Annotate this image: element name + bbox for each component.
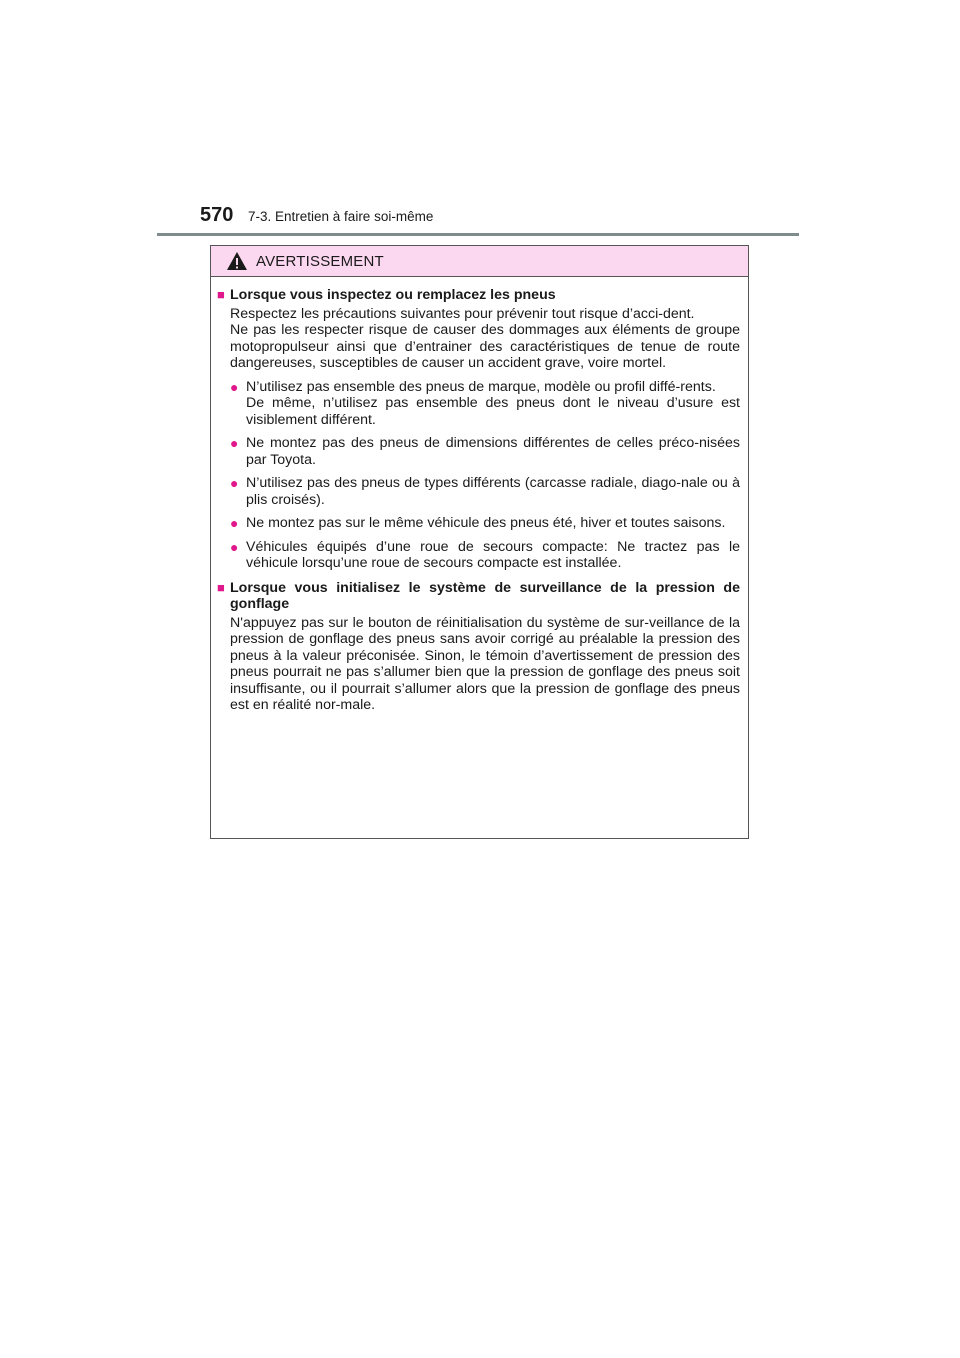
warning-header — [211, 246, 748, 277]
warning-content — [211, 277, 748, 714]
list-item: ● Véhicules équipés d’une roue de secours compacte: Ne tractez pas le véhicule lorsqu’une roue de secours compacte est installée. — [230, 538, 740, 571]
section-heading: ■ Lorsque vous inspectez ou remplacez les pneus — [217, 287, 556, 303]
paragraph: Ne pas les respecter risque de causer des dommages aux éléments de groupe motopropulseur ainsi que d’entrainer des caractéristiques de tenue de route dangereuses, susceptibles de causer un accident grave, voire mortel. — [230, 322, 740, 371]
circle-bullet-icon: ● — [230, 538, 239, 555]
warning-box — [210, 245, 749, 839]
list-item: ● Ne montez pas des pneus de dimensions différentes de celles préco-nisées par Toyota. — [230, 435, 740, 468]
circle-bullet-icon: ● — [230, 378, 239, 395]
paragraph: Respectez les précautions suivantes pour prévenir tout risque d’acci-dent. — [230, 305, 695, 322]
paragraph: N'appuyez pas sur le bouton de réinitialisation du système de sur-veillance de la pression de gonflage des pneus sans avoir corrigé au préalable la pression des pneus à la valeur préconisée. Sinon, le témoin d’avertissement de pression des pneus pourrait ne pas s’allumer bien que la pression de gonflage des pneus soit insuffisante, ou il pourrait s’allumer alors que la pression de gonflage des pneus est en réalité nor-male. — [230, 614, 740, 713]
section-title: 7-3. Entretien à faire soi-même — [248, 209, 434, 224]
list-item: ● N’utilisez pas ensemble des pneus de marque, modèle ou profil diffé-rents. De même, n’utilisez pas ensemble des pneus dont le niveau d’usure est visiblement différent. — [230, 378, 740, 428]
list-item: ● N’utilisez pas des pneus de types différents (carcasse radiale, diago-nale ou à plis croisés). — [230, 475, 740, 508]
circle-bullet-icon: ● — [230, 515, 239, 531]
square-bullet-icon: ■ — [217, 287, 225, 302]
square-bullet-icon: ■ — [217, 579, 225, 595]
circle-bullet-icon: ● — [230, 475, 239, 491]
warning-triangle-icon — [226, 251, 248, 271]
circle-bullet-icon: ● — [230, 435, 239, 451]
page-number: 570 — [200, 204, 234, 226]
section-heading: ■ Lorsque vous initialisez le système de surveillance de la pression de gonflage — [217, 579, 740, 612]
header-rule — [157, 233, 799, 236]
list-item: ● Ne montez pas sur le même véhicule des pneus été, hiver et toutes saisons. — [230, 515, 726, 531]
warning-title: AVERTISSEMENT — [256, 252, 384, 270]
